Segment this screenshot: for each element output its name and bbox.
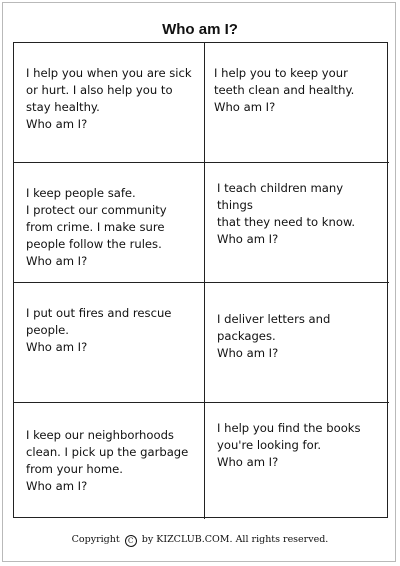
copyright-suffix: by KIZCLUB.COM. All rights reserved. — [141, 534, 329, 545]
card-grid — [13, 42, 388, 518]
card-sanitation-worker: I keep our neighborhoods clean. I pick up the garbage from your home. Who am I? — [14, 403, 205, 519]
page-title: Who am I? — [162, 21, 238, 38]
card-police-officer: I keep people safe. I protect our community from crime. I make sure people follow the rules. Who am I? — [14, 163, 205, 283]
copyright-prefix: Copyright — [71, 534, 120, 545]
card-dentist: I help you to keep your teeth clean and healthy. Who am I? — [205, 43, 389, 163]
copyright-footer — [0, 534, 400, 547]
card-teacher: I teach children many things that they need to know. Who am I? — [205, 163, 389, 283]
card-doctor: I help you when you are sick or hurt. I also help you to stay healthy. Who am I? — [14, 43, 205, 163]
card-firefighter: I put out fires and rescue people. Who am I? — [14, 283, 205, 403]
card-librarian: I help you find the books you're looking for. Who am I? — [217, 421, 361, 469]
card-mail-carrier: I deliver letters and packages. Who am I? — [205, 283, 389, 403]
copyright-icon: C — [125, 535, 137, 547]
